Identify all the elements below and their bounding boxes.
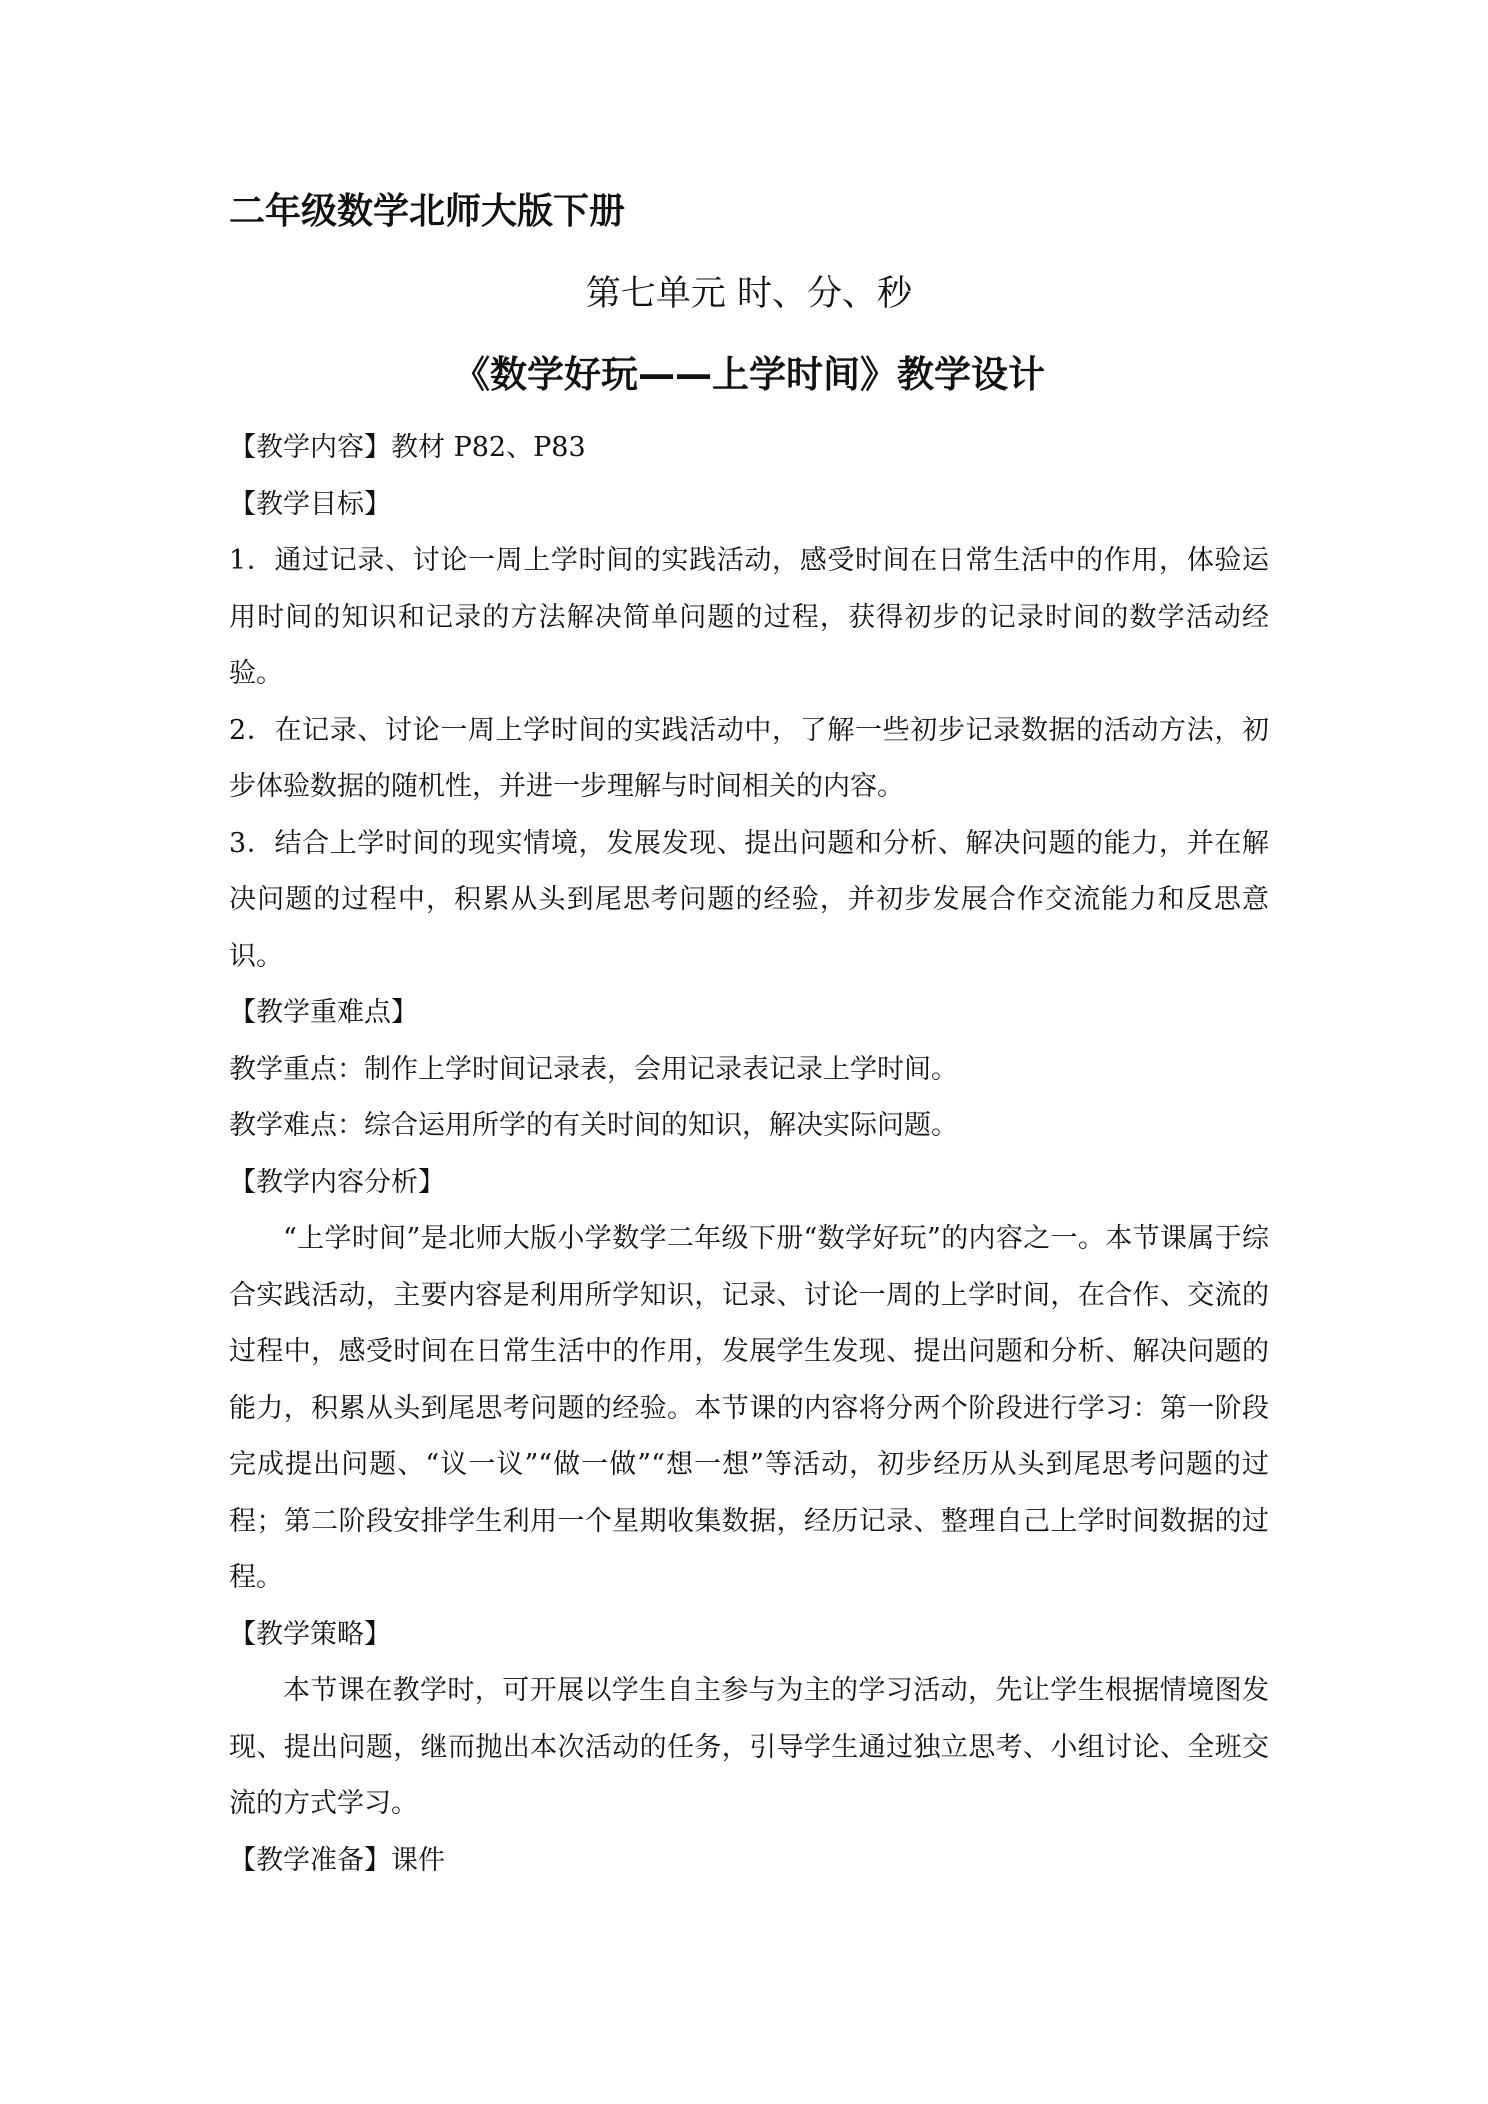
difficult-point-line: 教学难点：综合运用所学的有关时间的知识，解决实际问题。 (229, 1110, 958, 1141)
document-body (229, 420, 1269, 1889)
document-title: 二年级数学北师大版下册 (229, 191, 626, 232)
content-analysis-heading: 【教学内容分析】 (229, 1166, 445, 1198)
unit-title: 第七单元 时、分、秒 (585, 274, 913, 314)
teaching-strategy-paragraph: 本节课在教学时，可开展以学生自主参与为主的学习活动，先让学生根据情境图发现、提出问题，继而抛出本次活动的任务，引导学生通过独立思考、小组讨论、全班交流的方式学习。 (229, 1675, 1269, 1819)
teaching-goal-3: 3．结合上学时间的现实情境，发展发现、提出问题和分析、解决问题的能力，并在解决问题的过程中，积累从头到尾思考问题的经验，并初步发展合作交流能力和反思意识。 (229, 827, 1269, 972)
teaching-goal-2: 2．在记录、讨论一周上学时间的实践活动中，了解一些初步记录数据的活动方法，初步体验数据的随机性，并进一步理解与时间相关的内容。 (229, 714, 1269, 802)
teaching-preparation-line: 【教学准备】课件 (229, 1844, 445, 1876)
teaching-strategy-heading: 【教学策略】 (229, 1618, 391, 1650)
teaching-goal-1: 1．通过记录、讨论一周上学时间的实践活动，感受时间在日常生活中的作用，体验运用时间的知识和记录的方法解决简单问题的过程，获得初步的记录时间的数学活动经验。 (229, 545, 1269, 689)
teaching-content-line: 【教学内容】教材 P82、P83 (229, 432, 586, 463)
key-difficult-points-heading: 【教学重难点】 (229, 997, 418, 1028)
teaching-goals-heading: 【教学目标】 (229, 488, 391, 520)
content-analysis-paragraph: “上学时间”是北师大版小学数学二年级下册“数学好玩”的内容之一。本节课属于综合实践活动，主要内容是利用所学知识，记录、讨论一周的上学时间，在合作、交流的过程中，感受时间在日常生活中的作用，发展学生发现、提出问题和分析、解决问题的能力，积累从头到尾思考问题的经验。本节课的内容将分两个阶段进行学习：第一阶段完成提出问题、“议一议”“做一做”“想一想”等活动，初步经历从头到尾思考问题的过程；第二阶段安排学生利用一个星期收集数据，经历记录、整理自己上学时间数据的过程。 (229, 1223, 1269, 1593)
key-point-line: 教学重点：制作上学时间记录表，会用记录表记录上学时间。 (229, 1053, 958, 1085)
lesson-title: 《数学好玩——上学时间》教学设计 (453, 353, 1045, 396)
document-content (229, 178, 1269, 1889)
